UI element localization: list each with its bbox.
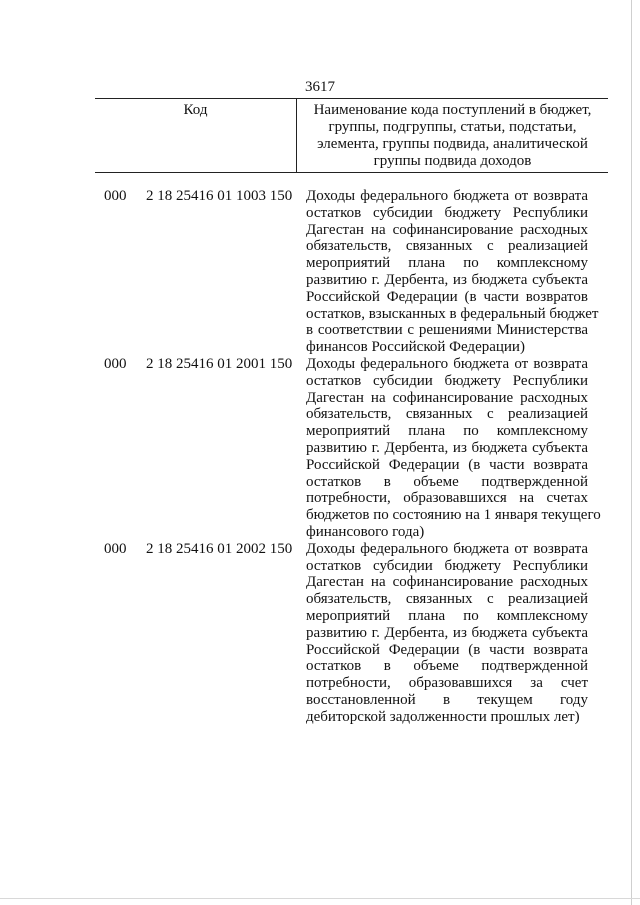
description-line: Российской Федерации (в части возврата <box>306 456 588 473</box>
description-line: Доходы федерального бюджета от возврата <box>306 540 588 557</box>
admin-code: 000 <box>104 188 127 204</box>
description-line: развитию г. Дербента, из бюджета субъекта <box>306 271 588 288</box>
scan-bottom-edge <box>0 898 640 899</box>
description-line: мероприятий плана по комплексному <box>306 255 588 272</box>
income-description <box>306 188 599 356</box>
description-line: остатков в объеме подтвержденной <box>306 658 588 675</box>
table-row <box>0 356 640 541</box>
income-description <box>306 355 601 541</box>
description-line: бюджетов по состоянию на 1 января текущего <box>306 507 601 524</box>
header-name-line: группы, подгруппы, статьи, подстатьи, <box>328 119 577 135</box>
description-line: потребности, образовавшихся на счетах <box>306 490 588 507</box>
income-code: 2 18 25416 01 1003 150 <box>146 188 293 204</box>
table-row <box>0 541 640 726</box>
description-line: обязательств, связанных с реализацией <box>306 406 588 423</box>
admin-code: 000 <box>104 355 127 372</box>
description-line: Дагестан на софинансирование расходных <box>306 574 588 591</box>
description-line: остатков, взысканных в федеральный бюджет <box>306 305 599 322</box>
income-code: 2 18 25416 01 2002 150 <box>146 540 293 557</box>
header-name-line: Наименование кода поступлений в бюджет, <box>313 102 592 118</box>
description-line: остатков субсидии бюджету Республики <box>306 204 588 221</box>
description-line: восстановленной в текущем году <box>306 691 588 708</box>
description-line: дебиторской задолженности прошлых лет) <box>306 708 580 725</box>
description-line: Российской Федерации (в части возврата <box>306 641 588 658</box>
description-line: развитию г. Дербента, из бюджета субъекта <box>306 439 588 456</box>
description-line: в соответствии с решениями Министерства <box>306 322 588 339</box>
header-name-line: группы подвида доходов <box>373 153 532 169</box>
description-line: финансового года) <box>306 523 425 540</box>
description-line: Доходы федерального бюджета от возврата <box>306 188 588 204</box>
income-description <box>306 541 588 726</box>
description-line: потребности, образовавшихся за счет <box>306 675 588 692</box>
description-line: Доходы федерального бюджета от возврата <box>306 355 588 372</box>
scan-edge-line <box>631 0 632 905</box>
description-line: мероприятий плана по комплексному <box>306 423 588 440</box>
description-line: Дагестан на софинансирование расходных <box>306 389 588 406</box>
description-line: обязательств, связанных с реализацией <box>306 238 588 255</box>
table-header <box>95 98 608 173</box>
income-code: 2 18 25416 01 2001 150 <box>146 355 293 372</box>
description-line: Российской Федерации (в части возвратов <box>306 288 588 305</box>
description-line: Дагестан на софинансирование расходных <box>306 221 588 238</box>
table-row <box>0 188 640 356</box>
admin-code: 000 <box>104 540 127 557</box>
description-line: остатков субсидии бюджету Республики <box>306 372 588 389</box>
description-line: мероприятий плана по комплексному <box>306 607 588 624</box>
header-name-line: элемента, группы подвида, аналитической <box>317 136 588 152</box>
description-line: остатков в объеме подтвержденной <box>306 473 588 490</box>
description-line: развитию г. Дербента, из бюджета субъекта <box>306 624 588 641</box>
description-line: финансов Российской Федерации) <box>306 339 525 356</box>
page-number: 3617 <box>305 79 335 95</box>
description-line: обязательств, связанных с реализацией <box>306 591 588 608</box>
header-name-column <box>297 99 608 172</box>
income-code-list <box>0 188 640 726</box>
header-code-column: Код <box>95 99 297 172</box>
description-line: остатков субсидии бюджету Республики <box>306 557 588 574</box>
